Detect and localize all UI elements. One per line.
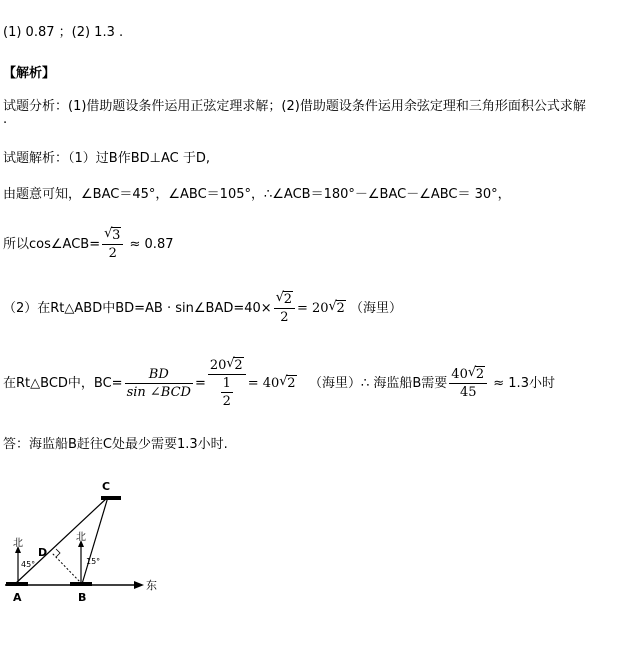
sqrt-symbol <box>104 228 121 243</box>
analysis-text: 试题分析：(1)借助题设条件运用正弦定理求解；(2)借助题设条件运用余弦定理和三角形面积公式求解 <box>3 99 586 114</box>
cos-result: ≈ 0.87 <box>129 237 174 252</box>
part2-line <box>3 292 402 325</box>
sqrt-symbol <box>468 367 485 382</box>
angle-b-label: 15° <box>86 557 101 566</box>
bc-eq-result: = 40 <box>247 376 280 391</box>
bc-line: 在Rt△BCD中，BC= $\frac{BD}{\text{sin ∠BCD}}$ = $\frac{20√ 2}{\frac{1}{2}}$ = 40√ 2 （海里）∴ 海监船B需要 $\frac{40√ 2}{45}$ ≈ 1.3小时 <box>3 358 555 409</box>
part2-fraction <box>274 292 295 325</box>
cos-denominator: 2 <box>108 246 117 261</box>
north-label-b: 北 <box>76 532 86 543</box>
conclusion: 答：海监船B赶往C处最少需要1.3小时. <box>3 437 228 452</box>
side-ac <box>15 497 108 584</box>
sqrt-symbol <box>226 358 243 373</box>
part2-unit: （海里） <box>349 301 402 316</box>
bc-unit: （海里）∴ 海监船B需要 <box>308 376 448 391</box>
part2-denominator: 2 <box>280 310 289 325</box>
label-c: C <box>102 480 111 493</box>
label-d: D <box>38 546 48 559</box>
part2-numerator: 2 <box>283 292 292 307</box>
point-c-marker <box>101 496 121 500</box>
bc-result-sqrt: 2 <box>287 376 296 391</box>
time-num-coef: 40 <box>451 367 468 382</box>
cos-line <box>3 228 174 261</box>
bc-value-fraction <box>208 358 246 409</box>
half-fraction <box>221 376 233 409</box>
solution-intro: 试题解析：（1）过B作BD⊥AC 于D, <box>3 151 210 166</box>
east-arrow-icon <box>134 581 144 589</box>
given-angles: 由题意可知，∠BAC＝45°，∠ABC＝105°，∴∠ACB＝180°－∠BAC－∠ABC＝ 30°， <box>3 187 511 202</box>
bc-fraction <box>125 367 193 400</box>
time-result: ≈ 1.3小时 <box>493 376 555 391</box>
cos-numerator: 3 <box>112 228 121 243</box>
bc-numerator: BD <box>148 367 169 382</box>
half-denominator: 2 <box>222 394 231 409</box>
sqrt-symbol <box>276 292 293 307</box>
part2-eq: = 20 <box>296 301 329 316</box>
section-heading: 【解析】 <box>3 66 56 81</box>
cos-prefix: 所以cos∠ACB= <box>3 237 101 252</box>
answer-line: (1) 0.87 ；(2) 1.3 . <box>3 25 124 40</box>
east-label: 东 <box>146 579 157 592</box>
bc-num-sqrt: 2 <box>234 358 243 373</box>
half-numerator: 1 <box>222 376 231 391</box>
time-denominator: 45 <box>459 385 477 400</box>
label-a: A <box>13 591 22 604</box>
part2-sqrt: 2 <box>336 301 345 316</box>
perpendicular-bd <box>52 553 82 584</box>
bc-denominator: sin ∠BCD <box>126 385 191 400</box>
cos-fraction <box>102 228 123 261</box>
geometry-figure <box>0 470 170 610</box>
bc-num-coef: 20 <box>209 358 227 373</box>
angle-a-label: 45° <box>21 560 36 569</box>
right-angle-mark <box>56 549 60 557</box>
north-label-a: 北 <box>13 538 23 549</box>
label-b: B <box>78 591 87 604</box>
sqrt-symbol <box>279 376 296 391</box>
time-fraction <box>449 367 487 400</box>
bc-prefix: 在Rt△BCD中，BC= <box>3 376 123 391</box>
sqrt-symbol <box>329 301 346 316</box>
time-num-sqrt: 2 <box>475 367 485 382</box>
part2-prefix: （2）在Rt△ABD中BD=AB · sin∠BAD=40× <box>3 301 272 316</box>
analysis-text-tail: . <box>3 112 8 127</box>
